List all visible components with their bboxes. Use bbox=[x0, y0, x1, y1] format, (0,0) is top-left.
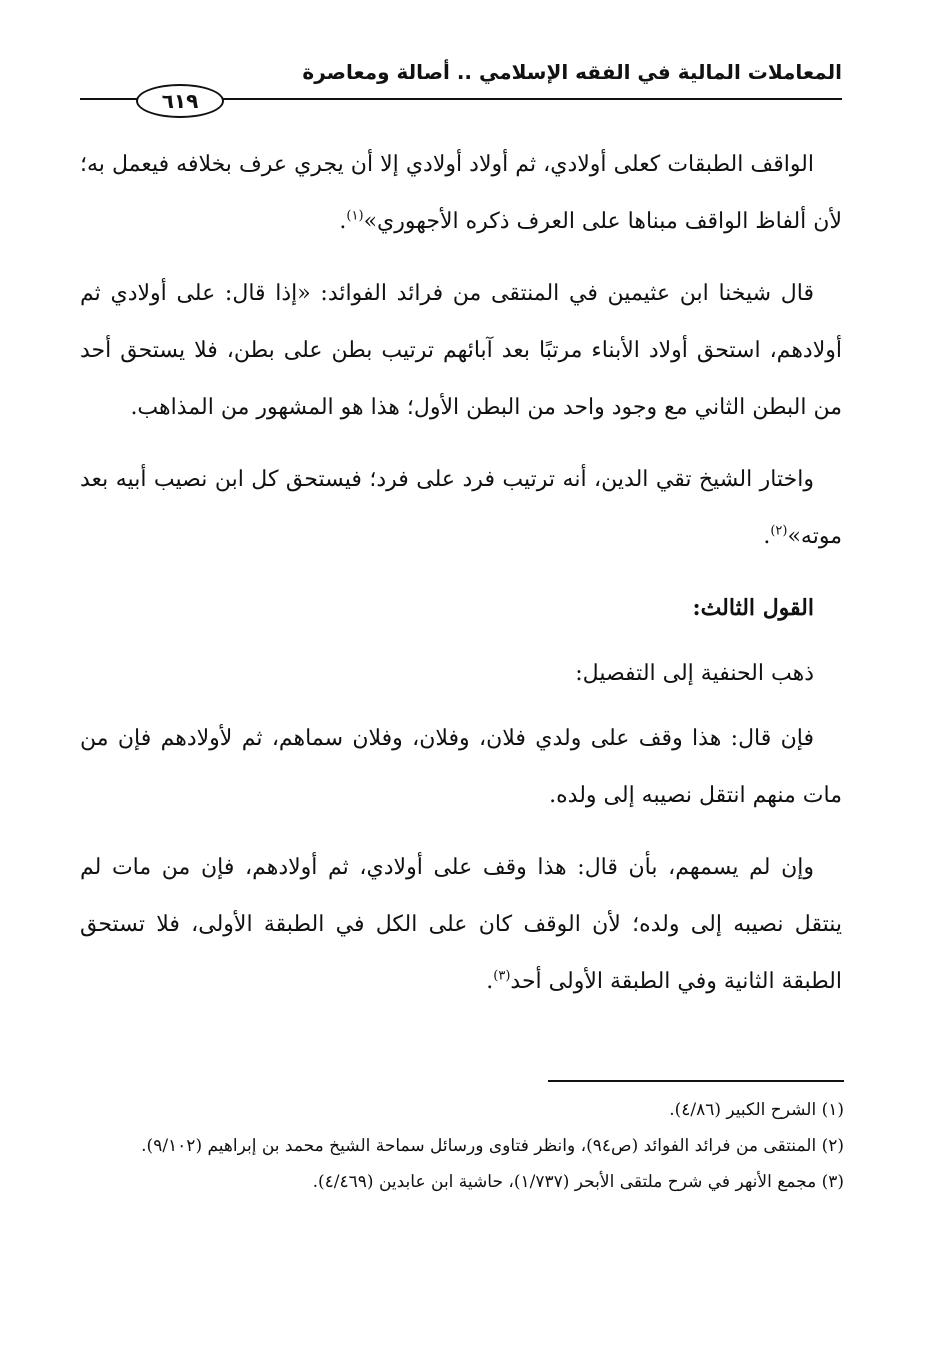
paragraph-1-text: الواقف الطبقات كعلى أولادي، ثم أولاد أولادي إلا أن يجري عرف بخلافه فيعمل به؛ لأن ألفاظ الواقف مبناها على العرف ذكره الأجهوري» bbox=[80, 152, 842, 234]
paragraph-5: فإن قال: هذا وقف على ولدي فلان، وفلان، وفلان سماهم، ثم لأولادهم فإن من مات منهم انتقل نصيبه إلى ولده. bbox=[80, 726, 842, 808]
footnotes bbox=[80, 1094, 844, 1202]
footnote-3: (٣) مجمع الأنهر في شرح ملتقى الأبحر (١/٧٣٧)، حاشية ابن عابدين (٤/٤٦٩). bbox=[312, 1172, 844, 1192]
paragraph-1 bbox=[80, 136, 842, 250]
footnote-separator bbox=[548, 1080, 844, 1082]
page-number: ٦١٩ bbox=[136, 84, 224, 118]
footnote-ref-3: (٣) bbox=[493, 968, 511, 984]
paragraph-3-text: واختار الشيخ تقي الدين، أنه ترتيب فرد على فرد؛ فيستحق كل ابن نصيب أبيه بعد موته» bbox=[80, 467, 842, 549]
footnote-ref-1: (١) bbox=[346, 208, 364, 224]
paragraph-1-tail: . bbox=[339, 209, 347, 234]
paragraph-6-text: وإن لم يسمهم، بأن قال: هذا وقف على أولادي، ثم أولادهم، فإن من مات لم ينتقل نصيبه إلى ولده؛ لأن الوقف كان على الكل في الطبقة الأولى، فلا تستحق الطبقة الثانية وفي الطبقة الأولى أحد bbox=[80, 855, 842, 994]
footnote-1: (١) الشرح الكبير (٤/٨٦). bbox=[669, 1100, 844, 1120]
paragraph-3 bbox=[80, 451, 842, 565]
paragraph-6-tail: . bbox=[486, 969, 494, 994]
running-title: المعاملات المالية في الفقه الإسلامي .. أصالة ومعاصرة bbox=[302, 60, 842, 84]
paragraph-6 bbox=[80, 839, 842, 1010]
section-heading: القول الثالث: bbox=[692, 595, 814, 621]
footnote-ref-2: (٢) bbox=[770, 523, 788, 539]
paragraph-3-tail: . bbox=[763, 524, 771, 549]
paragraph-2: قال شيخنا ابن عثيمين في المنتقى من فرائد الفوائد: «إذا قال: على أولادي ثم أولادهم، استحق أولاد الأبناء مرتبًا بعد آبائهم ترتيب بطن على بطن، فلا يستحق أحد من البطن الثاني مع وجود واحد من البطن الأول؛ هذا هو المشهور من المذاهب. bbox=[80, 281, 842, 420]
paragraph-4: ذهب الحنفية إلى التفصيل: bbox=[575, 661, 814, 686]
footnote-2: (٢) المنتقى من فرائد الفوائد (ص٩٤)، وانظر فتاوى ورسائل سماحة الشيخ محمد بن إبراهيم (٩/١٠٢). bbox=[141, 1136, 844, 1156]
main-text bbox=[80, 136, 842, 1025]
